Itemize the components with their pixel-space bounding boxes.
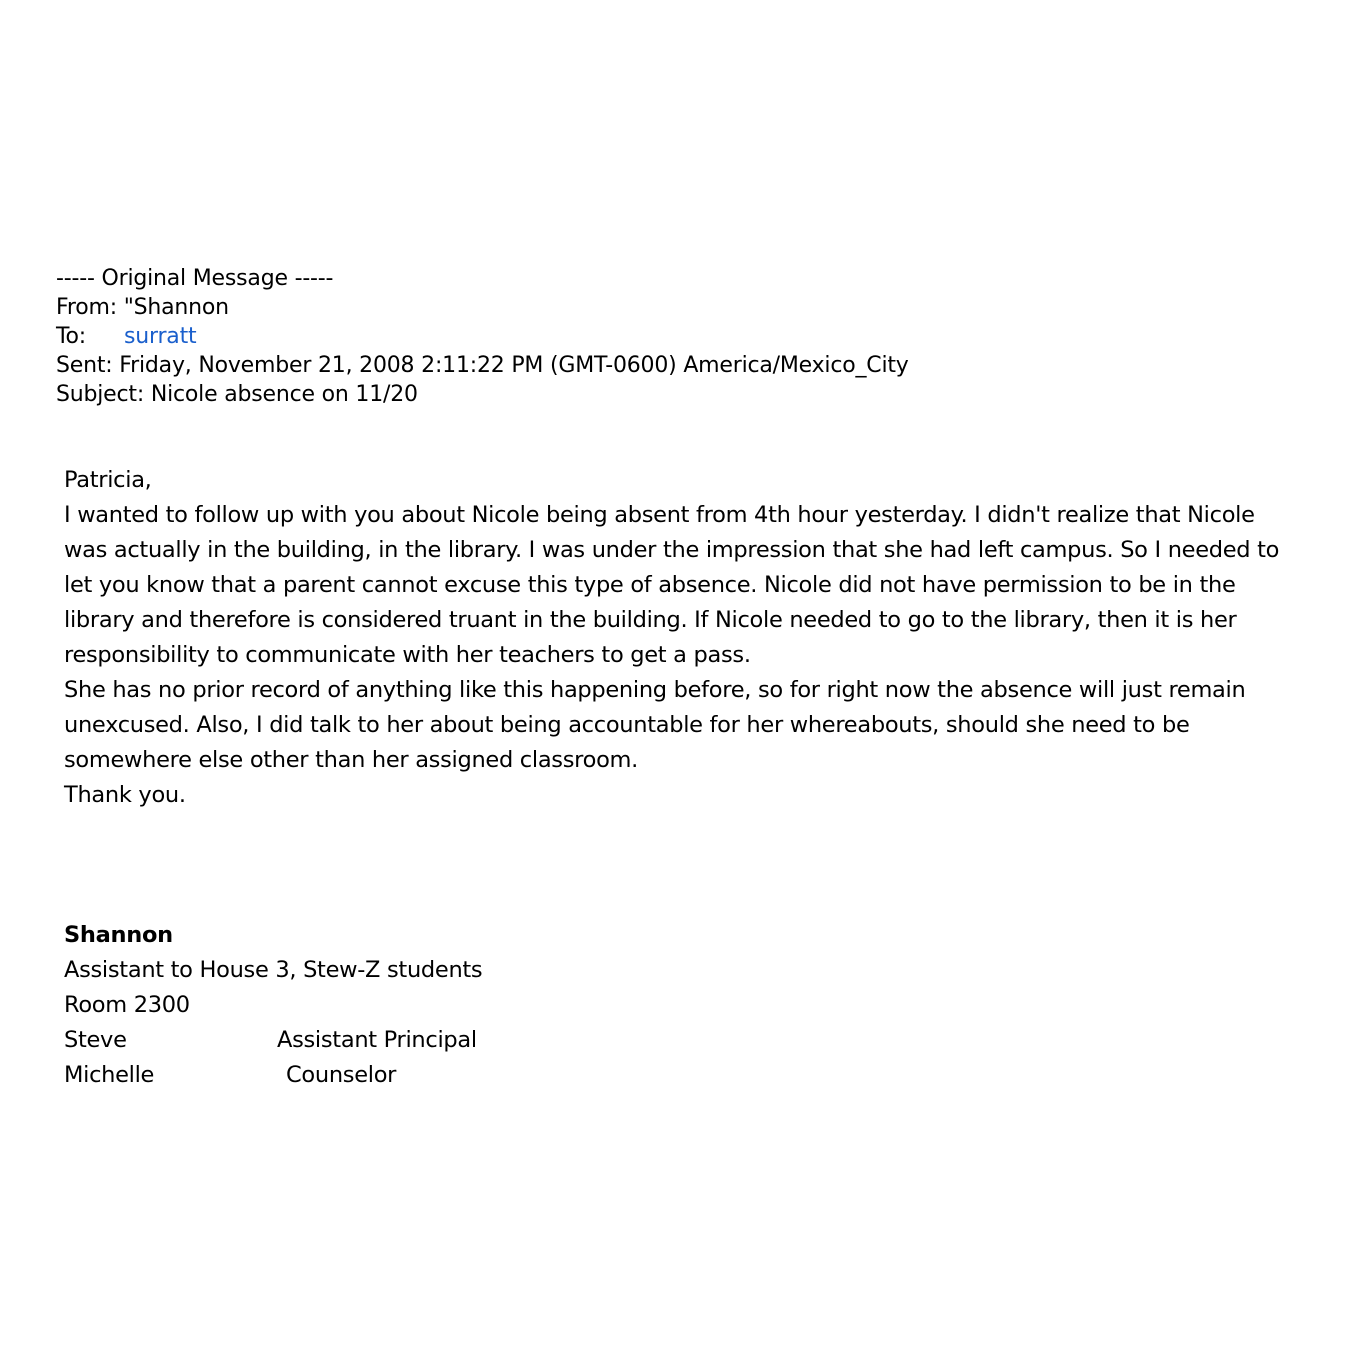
subject-value: Nicole absence on 11/20 <box>150 382 418 407</box>
message-header <box>56 264 909 409</box>
to-recipient-link[interactable]: surratt <box>123 324 197 349</box>
staff-row <box>64 1058 482 1093</box>
staff-row <box>64 1023 482 1058</box>
from-label: From: <box>56 295 117 320</box>
staff-name: Steve <box>64 1027 127 1053</box>
staff-role: Counselor <box>286 1062 397 1088</box>
body-paragraph-2: She has no prior record of anything like this happening before, so for right now the absence will just remain unexcused. Also, I did talk to her about being accountable for her whereabouts, should she need to be somewhere else other than her assigned classroom. <box>64 677 1246 773</box>
to-label: To: <box>56 324 86 349</box>
signature-name: Shannon <box>64 922 173 948</box>
from-value: "Shannon <box>123 295 229 320</box>
to-line <box>56 322 909 351</box>
signature-title: Assistant to House 3, Stew-Z students <box>64 957 483 983</box>
signature-block <box>64 918 482 1093</box>
closing: Thank you. <box>64 782 186 808</box>
subject-label: Subject: <box>56 382 145 407</box>
original-message-separator: ----- Original Message ----- <box>56 266 334 291</box>
message-body <box>64 463 1304 813</box>
sent-line <box>56 351 909 380</box>
sent-label: Sent: <box>56 353 113 378</box>
from-line <box>56 293 909 322</box>
staff-role: Assistant Principal <box>277 1027 477 1053</box>
body-paragraph-1: I wanted to follow up with you about Nicole being absent from 4th hour yesterday. I didn't realize that Nicole was actually in the building, in the library. I was under the impression that she had left campus. So I needed to let you know that a parent cannot excuse this type of absence. Nicole did not have permission to be in the library and therefore is considered truant in the building. If Nicole needed to go to the library, then it is her responsibility to communicate with her teachers to get a pass. <box>64 502 1280 668</box>
subject-line <box>56 380 909 409</box>
greeting: Patricia, <box>64 467 152 493</box>
staff-name: Michelle <box>64 1062 155 1088</box>
signature-room: Room 2300 <box>64 992 190 1018</box>
sent-value: Friday, November 21, 2008 2:11:22 PM (GMT-0600) America/Mexico_City <box>119 353 909 378</box>
